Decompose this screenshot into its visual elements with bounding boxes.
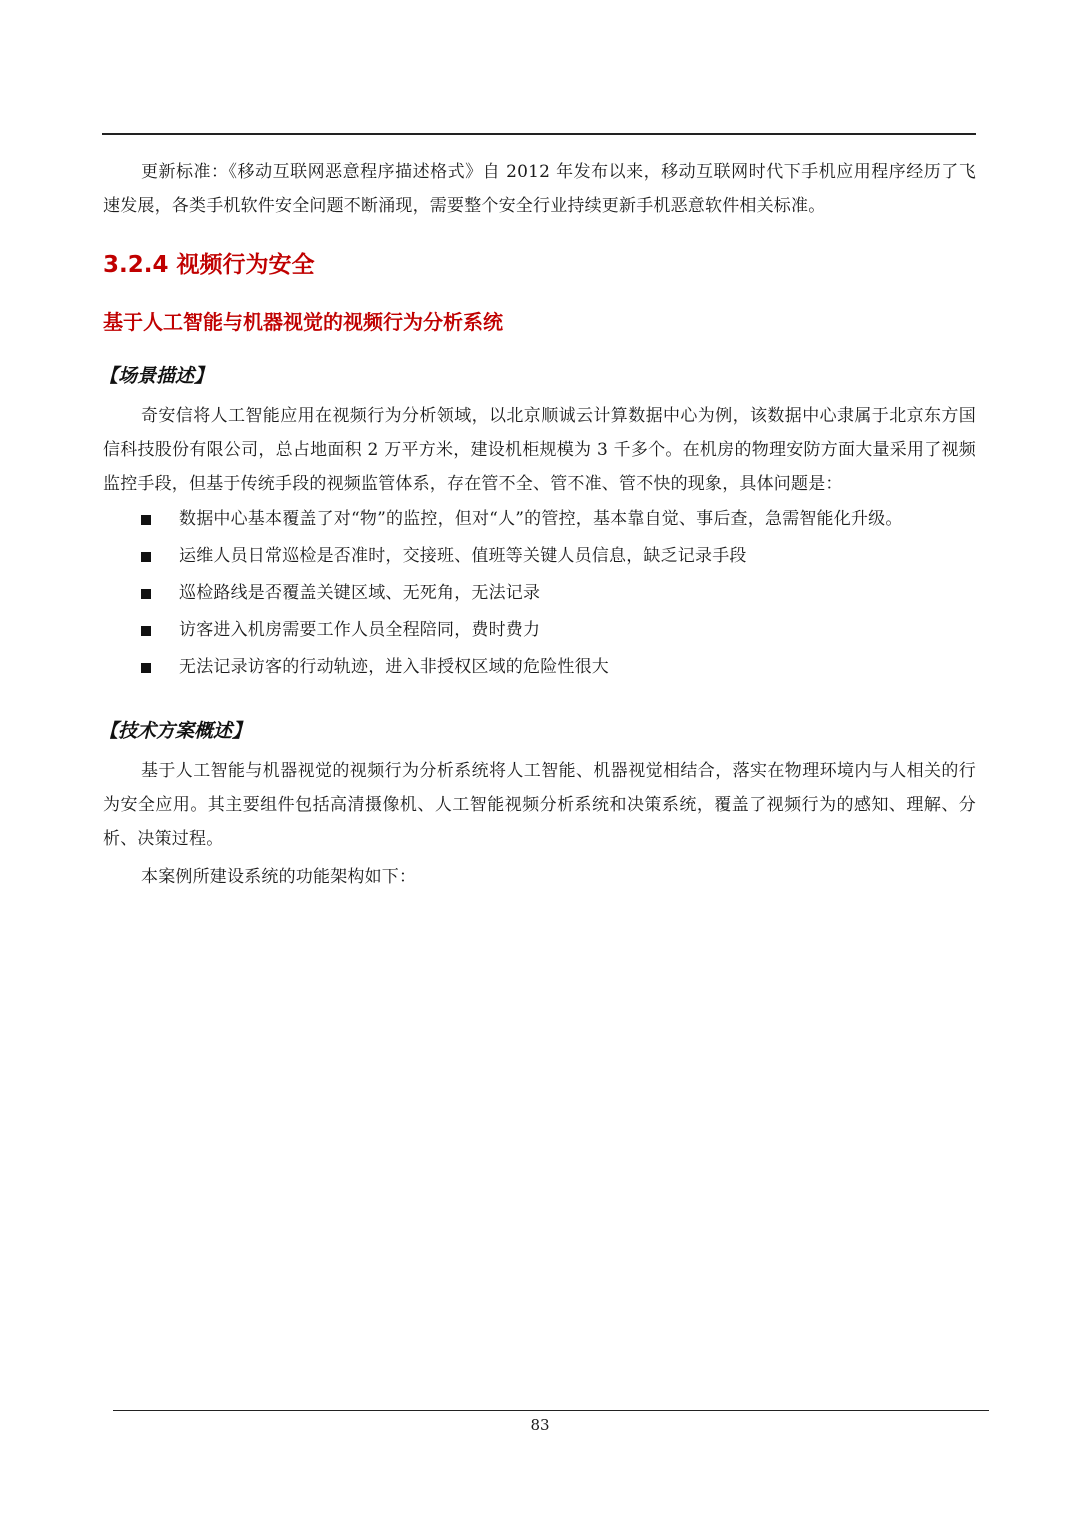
footer-rule bbox=[113, 1410, 989, 1411]
page-content bbox=[99, 155, 976, 894]
header-rule bbox=[102, 133, 976, 135]
square-bullet-icon bbox=[141, 515, 151, 525]
list-item bbox=[103, 501, 976, 538]
list-item bbox=[103, 575, 976, 612]
list-item-text: 运维人员日常巡检是否准时，交接班、值班等关键人员信息，缺乏记录手段 bbox=[179, 546, 747, 566]
list-item bbox=[103, 612, 976, 649]
technical-paragraph: 基于人工智能与机器视觉的视频行为分析系统将人工智能、机器视觉相结合，落实在物理环境内与人相关的行为安全应用。其主要组件包括高清摄像机、人工智能视频分析系统和决策系统，覆盖了视频行为的感知、理解、分析、决策过程。 bbox=[103, 761, 976, 849]
square-bullet-icon bbox=[141, 663, 151, 673]
section-heading: 3.2.4 视频行为安全 bbox=[103, 252, 315, 278]
square-bullet-icon bbox=[141, 552, 151, 562]
square-bullet-icon bbox=[141, 626, 151, 636]
list-item bbox=[103, 538, 976, 575]
scenario-paragraph: 奇安信将人工智能应用在视频行为分析领域，以北京顺诚云计算数据中心为例，该数据中心隶属于北京东方国信科技股份有限公司，总占地面积 2 万平方米，建设机柜规模为 3 千多个。在机房的物理安防方面大量采用了视频监控手段，但基于传统手段的视频监管体系，存在管不全、管不准、管不快的现象，具体问题是： bbox=[103, 406, 976, 494]
problem-list bbox=[103, 501, 976, 686]
subsection-heading: 基于人工智能与机器视觉的视频行为分析系统 bbox=[103, 310, 503, 334]
technical-heading: 【技术方案概述】 bbox=[99, 720, 252, 742]
intro-paragraph: 更新标准：《移动互联网恶意程序描述格式》自 2012 年发布以来，移动互联网时代下手机应用程序经历了飞速发展，各类手机软件安全问题不断涌现，需要整个安全行业持续更新手机恶意软件相关标准。 bbox=[103, 162, 976, 216]
list-item-text: 巡检路线是否覆盖关键区域、无死角，无法记录 bbox=[179, 583, 541, 603]
list-item-text: 无法记录访客的行动轨迹，进入非授权区域的危险性很大 bbox=[179, 657, 609, 677]
list-item-text: 访客进入机房需要工作人员全程陪同，费时费力 bbox=[179, 620, 541, 640]
page-number: 83 bbox=[530, 1416, 550, 1434]
list-item-text: 数据中心基本覆盖了对“物”的监控，但对“人”的管控，基本靠自觉、事后查，急需智能化升级。 bbox=[179, 509, 903, 529]
architecture-intro: 本案例所建设系统的功能架构如下： bbox=[141, 867, 417, 887]
square-bullet-icon bbox=[141, 589, 151, 599]
list-item bbox=[103, 649, 976, 686]
scenario-heading: 【场景描述】 bbox=[99, 365, 214, 387]
